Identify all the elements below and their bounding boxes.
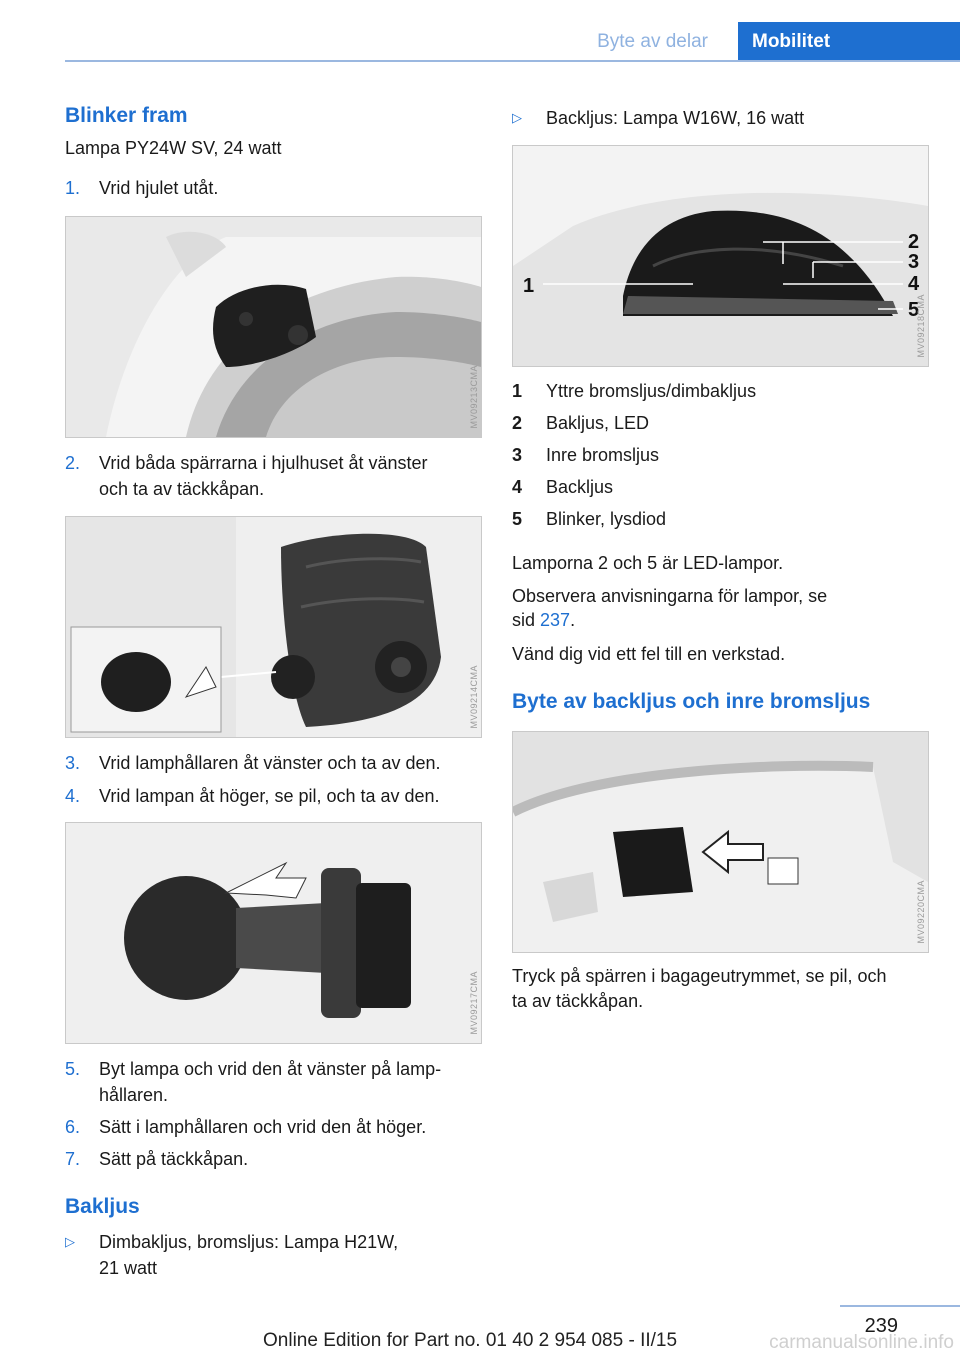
step-text: Vrid lamphållaren åt vänster och ta av den.	[99, 753, 441, 773]
step-number: 1.	[65, 178, 81, 198]
edition-text: Online Edition for Part no. 01 40 2 954 085 - II/15	[263, 1330, 678, 1351]
led-note: Lamporna 2 och 5 är LED-lampor.	[512, 553, 784, 573]
step-number: 7.	[65, 1149, 81, 1169]
triangle-bullet-icon: ▷	[65, 1234, 75, 1249]
step-number: 4.	[65, 786, 81, 806]
trunk-illustration	[513, 732, 928, 952]
step-number: 6.	[65, 1117, 81, 1137]
step-number: 3.	[65, 753, 81, 773]
figure-wheel-arch	[65, 216, 482, 438]
legend-key: 4	[512, 477, 523, 497]
step-text-cont: och ta av täckkåpan.	[99, 479, 265, 499]
legend-item	[512, 375, 927, 407]
callout-2: 2	[908, 231, 920, 253]
callout-4: 4	[908, 273, 920, 295]
step-text: Sätt på täckkåpan.	[99, 1149, 249, 1169]
figure-code: MV09214CMA	[469, 665, 479, 729]
legend-value: Blinker, lysdiod	[546, 509, 667, 529]
legend-list	[512, 375, 927, 540]
figure-cover	[65, 516, 482, 738]
cover-illustration	[66, 517, 481, 737]
page-number: 239	[864, 1315, 898, 1337]
period: .	[570, 610, 576, 630]
sid-prefix: sid	[512, 610, 536, 630]
lamp-info: Lampa PY24W SV, 24 watt	[65, 138, 282, 158]
page-header	[0, 0, 960, 62]
figure-taillight	[512, 145, 929, 367]
bullet-text: Dimbakljus, bromsljus: Lampa H21W,	[99, 1232, 399, 1252]
bullet-text-cont: 21 watt	[99, 1258, 158, 1278]
legend-item	[512, 503, 927, 535]
step-number: 5.	[65, 1059, 81, 1079]
section-tab[interactable]: Byte av delar	[597, 31, 708, 52]
figure-bulb	[65, 822, 482, 1044]
legend-item	[512, 471, 927, 503]
heading-bakljus: Bakljus	[65, 1195, 140, 1218]
chapter-tab[interactable]: Mobilitet	[738, 22, 960, 62]
legend-value: Backljus	[546, 477, 614, 497]
step-text: Byt lampa och vrid den åt vänster på lamp‐	[99, 1059, 442, 1079]
footer-rule	[840, 1305, 960, 1307]
legend-value: Yttre bromsljus/dimbakljus	[546, 381, 757, 401]
step-text-cont: hållaren.	[99, 1085, 169, 1105]
figure-code: MV09218CMA	[916, 294, 926, 358]
heading-blinker-fram: Blinker fram	[65, 104, 188, 127]
trunk-instruction-line2: ta av täckkåpan.	[512, 991, 644, 1011]
legend-item	[512, 439, 927, 471]
callout-5: 5	[908, 299, 920, 321]
callout-3: 3	[908, 251, 920, 273]
legend-value: Inre bromsljus	[546, 445, 660, 465]
callout-1: 1	[523, 275, 535, 297]
heading-byte-backljus: Byte av backljus och inre bromsljus	[512, 690, 871, 713]
bullet-text: Backljus: Lampa W16W, 16 watt	[546, 108, 805, 128]
step-number: 2.	[65, 453, 81, 473]
triangle-bullet-icon: ▷	[512, 110, 522, 125]
bulb-illustration	[66, 823, 481, 1043]
legend-key: 3	[512, 445, 523, 465]
figure-code: MV09220CMA	[916, 880, 926, 944]
figure-trunk	[512, 731, 929, 953]
step-text: Vrid lampan åt höger, se pil, och ta av den.	[99, 786, 440, 806]
header-rule	[65, 60, 960, 62]
workshop-note: Vänd dig vid ett fel till en verkstad.	[512, 644, 786, 664]
legend-value: Bakljus, LED	[546, 413, 650, 433]
legend-item	[512, 407, 927, 439]
lamp-instructions-line2	[512, 608, 575, 633]
step-text: Sätt i lamphållaren och vrid den åt höger.	[99, 1117, 427, 1137]
page-link[interactable]: 237	[540, 610, 571, 630]
figure-code: MV09213CMA	[469, 365, 479, 429]
legend-key: 2	[512, 413, 523, 433]
legend-key: 5	[512, 509, 523, 529]
legend-key: 1	[512, 381, 523, 401]
watermark: carmanualsonline.info	[769, 1332, 954, 1353]
figure-code: MV09217CMA	[469, 971, 479, 1035]
wheel-arch-illustration	[66, 217, 481, 437]
lamp-instructions-line1: Observera anvisningarna för lampor, se	[512, 586, 828, 606]
step-text: Vrid båda spärrarna i hjulhuset åt vänster	[99, 453, 428, 473]
taillight-illustration	[513, 146, 928, 366]
step-text: Vrid hjulet utåt.	[99, 178, 219, 198]
trunk-instruction-line1: Tryck på spärren i bagageutrymmet, se pil, och	[512, 966, 887, 986]
